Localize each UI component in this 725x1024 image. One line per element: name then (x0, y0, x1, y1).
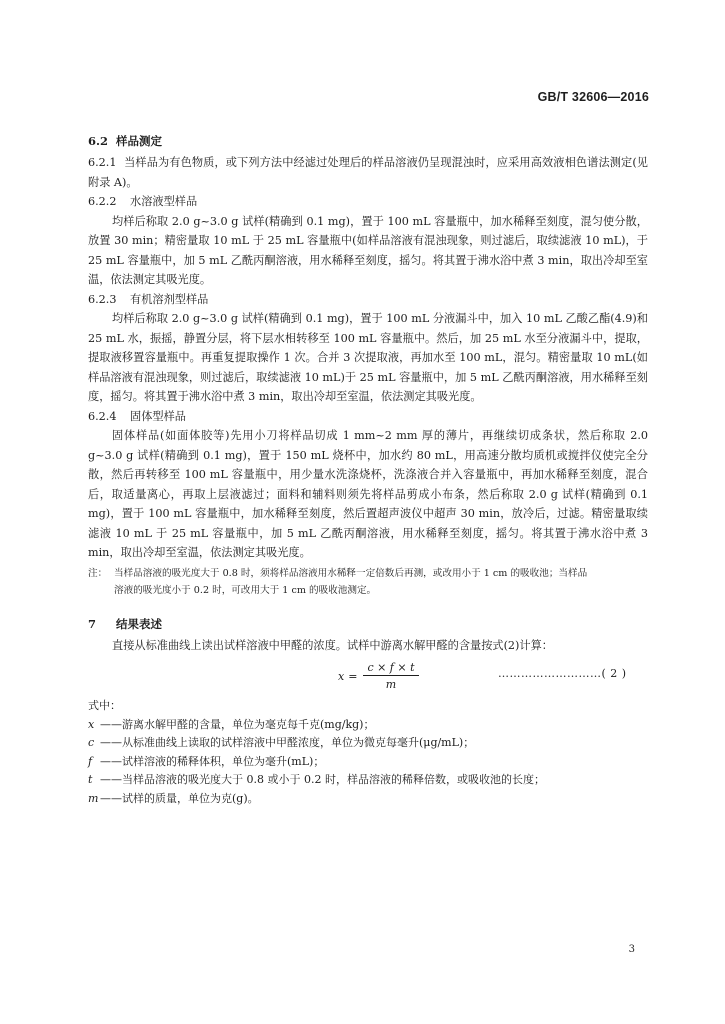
section-number: 7 (88, 616, 97, 631)
section-heading-6-2 (88, 130, 648, 153)
page-content (88, 128, 648, 809)
clause-heading-6-2-2 (88, 192, 648, 212)
definition-item (88, 716, 648, 735)
clause-heading-6-2-4 (88, 407, 648, 427)
clause-body-6-2-2: 均样后称取 2.0 g~3.0 g 试样(精确到 0.1 mg)，置于 100 mL 容量瓶中，加水稀释至刻度，混匀使分散，放置 30 min；精密量取 10 mL 于 25 mL 容量瓶中(如样品溶液有混浊现象，则过滤后，取续滤液 10 mL)，于 25 mL 容量瓶中，加 5 mL 乙酰丙酮溶液，用水稀释至刻度，摇匀。将其置于沸水浴中煮 3 min，取出冷却至室温，依法测定其吸光度。 (88, 214, 648, 286)
formula-fraction (363, 661, 418, 691)
clause-number: 6.2.3 (88, 292, 117, 306)
definition-text: ——游离水解甲醛的含量，单位为毫克每千克(mg/kg)； (100, 717, 375, 731)
formula-number: ………………………( 2 ) (498, 667, 627, 680)
formula-denominator: m (385, 678, 397, 691)
clause-number: 6.2.2 (88, 195, 117, 208)
clause-title: 水溶液型样品 (130, 195, 198, 208)
definition-text: ——试样溶液的稀释体积，单位为毫升(mL)； (100, 754, 325, 768)
formula-2 (88, 659, 648, 693)
definition-text: ——当样品溶液的吸光度大于 0.8 或小于 0.2 时，样品溶液的稀释倍数，或吸收池的长度； (100, 773, 545, 787)
definition-symbol: c (88, 736, 95, 750)
formula-lhs: x (338, 669, 345, 683)
section-title: 样品测定 (116, 134, 162, 148)
definition-symbol: m (88, 791, 99, 805)
clause-title: 有机溶剂型样品 (130, 292, 209, 306)
definition-item (88, 790, 648, 809)
clause-title: 固体型样品 (130, 409, 186, 423)
definition-symbol: x (88, 717, 95, 731)
section-heading-7 (88, 613, 648, 636)
section-title: 结果表述 (116, 616, 162, 631)
definition-symbol: f (88, 754, 93, 768)
note-block (88, 565, 648, 599)
clause-number: 6.2.4 (88, 409, 117, 423)
results-intro: 直接从标准曲线上读出试样溶液中甲醛的浓度。试样中游离水解甲醛的含量按式(2)计算： (112, 638, 553, 652)
definition-text: ——试样的质量，单位为克(g)。 (100, 791, 259, 805)
definition-item (88, 771, 648, 790)
section-number: 6.2 (88, 134, 109, 148)
note-line-2: 溶液的吸光度小于 0.2 时，可改用大于 1 cm 的吸收池测定。 (114, 584, 377, 596)
clause-heading-6-2-3 (88, 290, 648, 310)
clause-number: 6.2.1 (88, 156, 117, 169)
symbol-definitions (88, 697, 648, 809)
definition-symbol: t (88, 773, 93, 787)
where-label: 式中： (88, 699, 121, 712)
note-lead: 注： (88, 567, 108, 579)
clause-body-6-2-4: 固体样品(如面体胶等)先用小刀将样品切成 1 mm~2 mm 厚的薄片，再继续切成条状，然后称取 2.0 g~3.0 g 试样(精确到 0.1 mg)，置于 150 mL 烧杯中，加水约 80 mL，用高速分散均质机或搅拌仪使完全分散，然后再转移至 100 mL 容量瓶中，用少量水洗涤烧杯，洗涤液合并入容量瓶中，再加水稀释至刻度，混合后，取适量离心，再取上层液滤过；面料和辅料则须先将样品剪成小布条，然后称取 2.0 g 试样(精确到 0.1 mg)，置于 100 mL 容量瓶中，加水稀释至刻度，然后置超声波仪中超声 30 min，放冷后，过滤。精密量取续滤液 10 mL 于 25 mL 容量瓶中，加 5 mL 乙酰丙酮溶液，用水稀释至刻度，摇匀。将其置于沸水浴中煮 3 min，取出冷却至室温，依法测定其吸光度。 (88, 429, 648, 559)
note-text-1: 当样品溶液的吸光度大于 0.8 时，须将样品溶液用水稀释一定倍数后再测，或改用小于 1 cm 的吸收池；当样品 (114, 567, 588, 579)
note-line-1 (88, 565, 648, 582)
formula-expression (338, 661, 419, 691)
formula-numerator: c × f × t (363, 661, 418, 676)
clause-text: 当样品为有色物质，或下列方法中经滤过处理后的样品溶液仍呈现混浊时，应采用高效液相色谱法测定(见附录 A)。 (88, 156, 648, 189)
formula-equals: = (348, 669, 358, 683)
page-number: 3 (628, 944, 635, 955)
standard-number-header: GB/T 32606—2016 (537, 90, 649, 104)
definition-item (88, 734, 648, 753)
definition-text: ——从标准曲线上读取的试样溶液中甲醛浓度，单位为微克每毫升(μg/mL)； (100, 736, 475, 750)
definition-item (88, 753, 648, 772)
clause-6-2-1 (88, 153, 648, 192)
clause-body-6-2-3: 均样后称取 2.0 g~3.0 g 试样(精确到 0.1 mg)，置于 100 mL 分液漏斗中，加入 10 mL 乙酸乙酯(4.9)和 25 mL 水，振摇，静置分层，将下层水相转移至 100 mL 容量瓶中。然后，加 25 mL 水至分液漏斗中，提取，提取液移置容量瓶中。再重复提取操作 1 次。合并 3 次提取液，再加水至 100 mL，混匀。精密量取 10 mL(如样品溶液有混浊现象，则过滤后，取续滤液 10 mL)于 25 mL 容量瓶中，加 5 mL 乙酰丙酮溶液，用水稀释至刻度，摇匀。将其置于沸水浴中煮 3 min，取出冷却至室温，依法测定其吸光度。 (88, 312, 648, 403)
